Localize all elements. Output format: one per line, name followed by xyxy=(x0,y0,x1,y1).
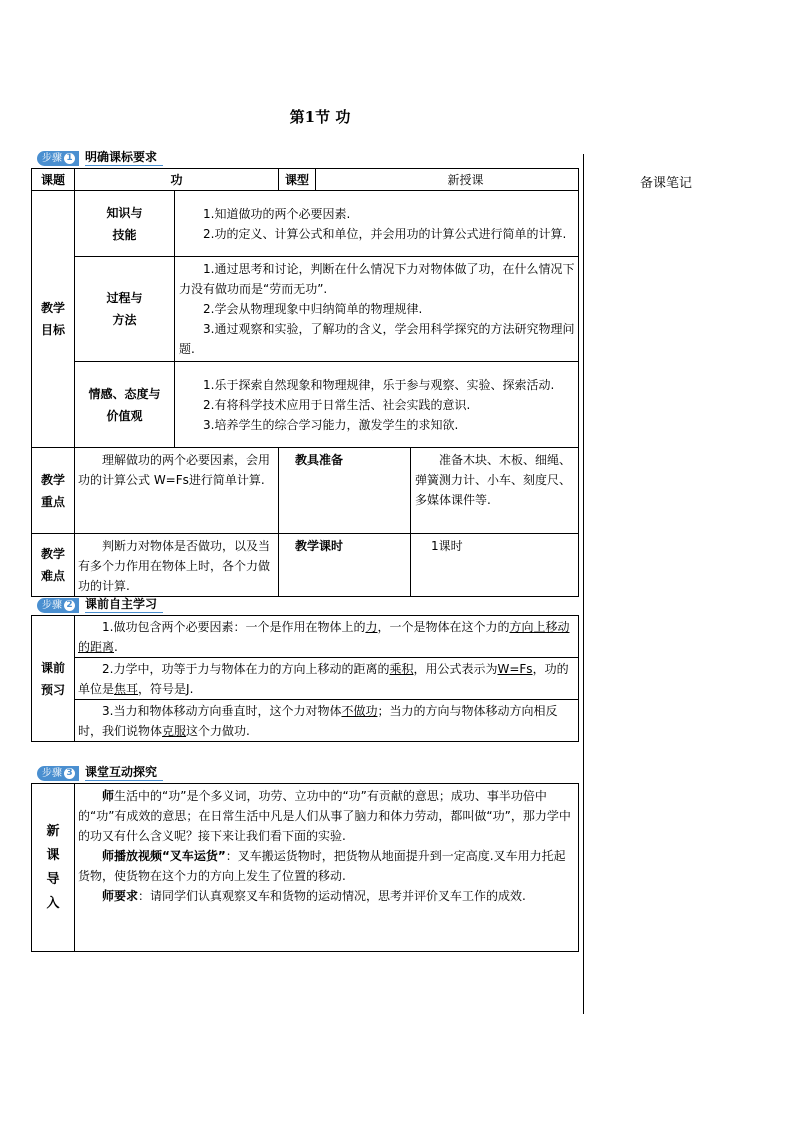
step-number-icon: 1 xyxy=(64,153,75,164)
notes-divider xyxy=(583,154,584,1014)
step-label: 课堂互动探究 xyxy=(85,765,163,781)
focus-content: 理解做功的两个必要因素，会用功的计算公式 W=Fs进行简单计算. xyxy=(75,448,279,534)
step-badge: 步骤 3 xyxy=(37,766,79,781)
knowledge-label: 知识与 技能 xyxy=(75,191,175,257)
step-number-icon: 3 xyxy=(64,768,75,779)
emotion-content: 1.乐于探索自然现象和物理规律，乐于参与观察、实验、探索活动. 2.有将科学技术应用于日常生活、社会实践的意识. 3.培养学生的综合学习能力，激发学生的求知欲. xyxy=(175,362,579,448)
topic-value: 功 xyxy=(75,169,279,191)
step-3-header xyxy=(37,765,163,781)
step-1-header xyxy=(37,150,163,166)
intro-label: 新 课 导 入 xyxy=(32,784,75,952)
focus-label: 教学 重点 xyxy=(32,448,75,534)
type-header: 课型 xyxy=(279,169,316,191)
preview-item-2: 2.力学中，功等于力与物体在力的方向上移动的距离的乘积，用公式表示为W=Fs，功的单位是焦耳，符号是J. xyxy=(75,658,579,700)
step-label: 课前自主学习 xyxy=(85,597,163,613)
preview-item-3: 3.当力和物体移动方向垂直时，这个力对物体不做功；当力的方向与物体移动方向相反时，我们说物体克服这个力做功. xyxy=(75,700,579,742)
notes-label: 备课笔记 xyxy=(640,176,693,191)
page-title: 第1节 功 xyxy=(289,108,351,126)
step-badge: 步骤 2 xyxy=(37,598,79,613)
hours-label: 教学课时 xyxy=(279,534,411,597)
preview-label: 课前 预习 xyxy=(32,616,75,742)
type-value: 新授课 xyxy=(316,169,579,191)
tools-label: 教具准备 xyxy=(279,448,411,534)
topic-header: 课题 xyxy=(32,169,75,191)
step-number-icon: 2 xyxy=(64,600,75,611)
process-label: 过程与 方法 xyxy=(75,257,175,362)
step-2-header xyxy=(37,597,163,613)
preview-table xyxy=(31,615,579,742)
hours-content: 1课时 xyxy=(411,534,579,597)
intro-table xyxy=(31,783,579,952)
curriculum-table xyxy=(31,168,579,597)
difficulty-label: 教学 难点 xyxy=(32,534,75,597)
knowledge-content: 1.知道做功的两个必要因素. 2.功的定义、计算公式和单位，并会用功的计算公式进行简单的计算. xyxy=(175,191,579,257)
step-label: 明确课标要求 xyxy=(85,150,163,166)
process-content: 1.通过思考和讨论，判断在什么情况下力对物体做了功，在什么情况下力没有做功而是“劳而无功”. 2.学会从物理现象中归纳简单的物理规律. 3.通过观察和实验，了解功的含义，学会用科学探究的方法研究物理问题. xyxy=(175,257,579,362)
preview-item-1: 1.做功包含两个必要因素：一个是作用在物体上的力，一个是物体在这个力的方向上移动的距离. xyxy=(75,616,579,658)
goal-label: 教学 目标 xyxy=(32,191,75,448)
intro-content: 师生活中的“功”是个多义词，功劳、立功中的“功”有贡献的意思；成功、事半功倍中的“功”有成效的意思；在日常生活中凡是人们从事了脑力和体力劳动，都叫做“功”，那力学中的功又有什么含义呢？接下来让我们看下面的实验. 师播放视频“叉车运货”：叉车搬运货物时，把货物从地面提升到一定高度.叉车用力托起货物，使货物在这个力的方向上发生了位置的移动. 师要求：请同学们认真观察叉车和货物的运动情况，思考并评价叉车工作的成效. xyxy=(75,784,579,952)
emotion-label: 情感、态度与 价值观 xyxy=(75,362,175,448)
difficulty-content: 判断力对物体是否做功，以及当有多个力作用在物体上时，各个力做功的计算. xyxy=(75,534,279,597)
tools-content: 准备木块、木板、细绳、弹簧测力计、小车、刻度尺、多媒体课件等. xyxy=(411,448,579,534)
step-badge: 步骤 1 xyxy=(37,151,79,166)
